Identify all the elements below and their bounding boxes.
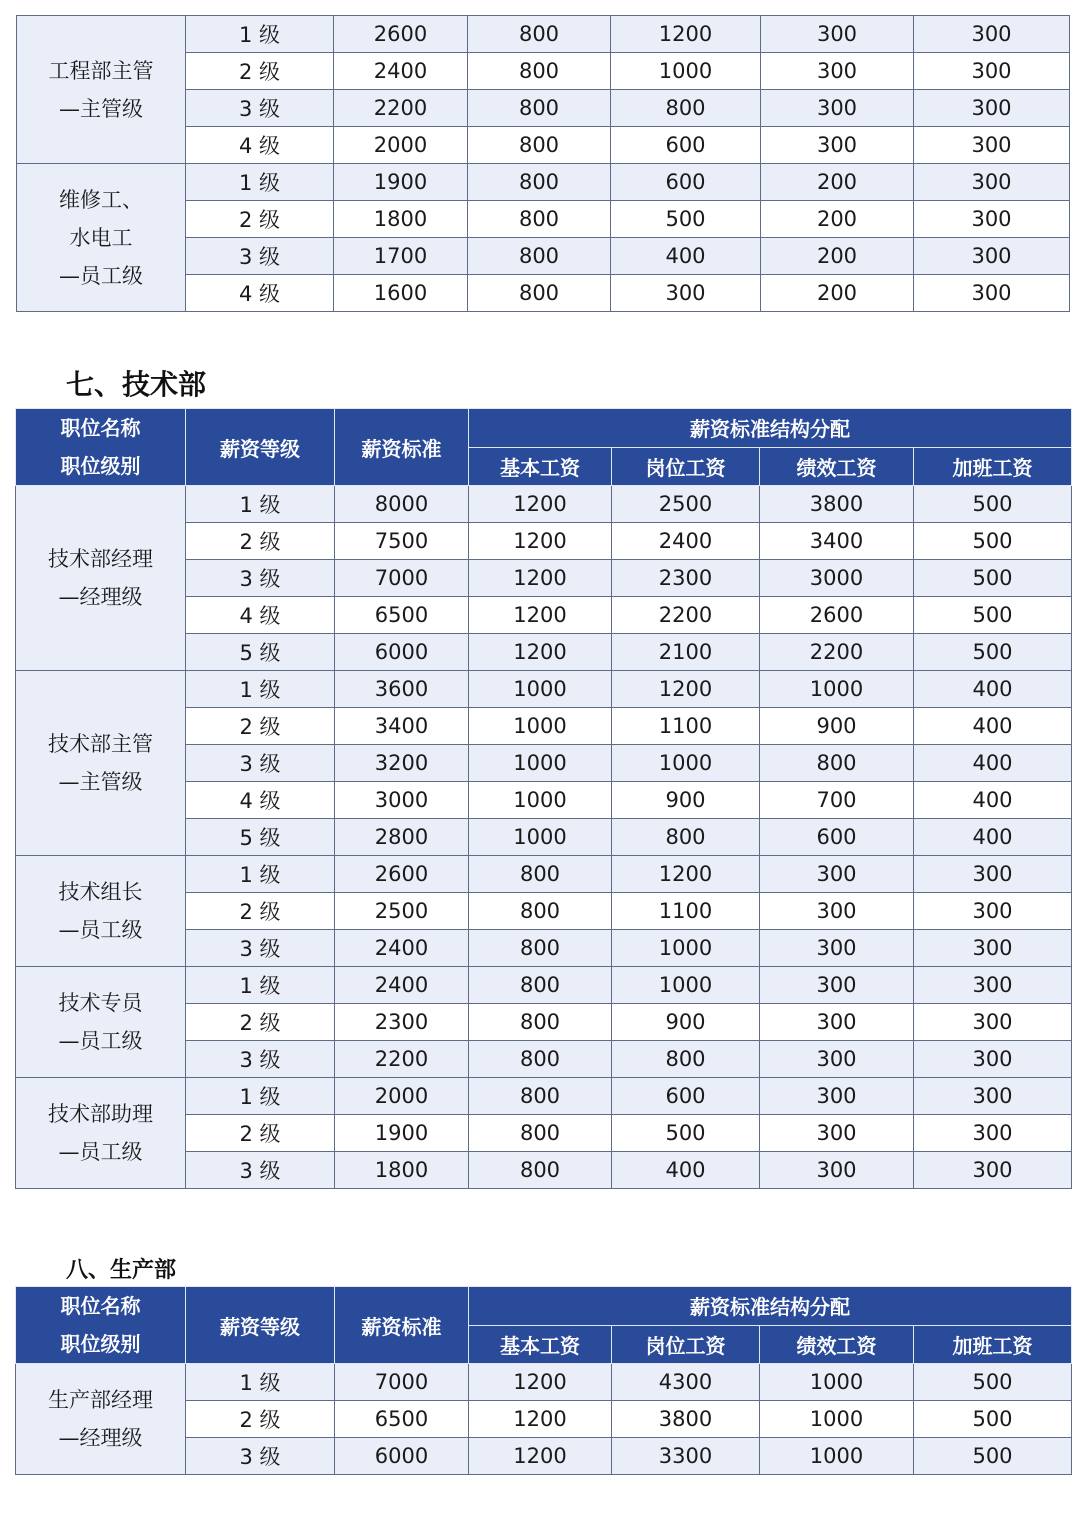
position-cell — [16, 671, 186, 856]
overtime-cell: 300 — [914, 53, 1070, 90]
grade-cell: 2 级 — [186, 893, 335, 930]
overtime-cell: 300 — [914, 967, 1072, 1004]
post-cell: 1000 — [611, 53, 761, 90]
table-row — [16, 967, 1072, 1004]
grade-cell: 2 级 — [186, 1401, 335, 1438]
standard-cell: 2400 — [335, 930, 469, 967]
overtime-cell: 300 — [914, 90, 1070, 127]
basic-cell: 800 — [468, 238, 611, 275]
position-line: 维修工、 — [59, 187, 143, 212]
grade-cell: 5 级 — [186, 634, 335, 671]
performance-cell: 600 — [760, 819, 914, 856]
standard-cell: 2400 — [335, 967, 469, 1004]
basic-cell: 1200 — [469, 486, 612, 523]
standard-cell: 2200 — [335, 1041, 469, 1078]
overtime-cell: 500 — [914, 1401, 1072, 1438]
post-cell: 400 — [612, 1152, 760, 1189]
grade-cell: 1 级 — [186, 856, 335, 893]
standard-cell: 3600 — [335, 671, 469, 708]
overtime-cell: 400 — [914, 745, 1072, 782]
overtime-cell: 300 — [914, 16, 1070, 53]
performance-cell: 300 — [760, 856, 914, 893]
basic-cell: 1200 — [469, 523, 612, 560]
standard-cell: 2300 — [335, 1004, 469, 1041]
performance-cell: 200 — [761, 164, 914, 201]
basic-cell: 800 — [468, 90, 611, 127]
standard-cell: 6000 — [335, 1438, 469, 1475]
position-cell — [16, 1078, 186, 1189]
performance-cell: 3800 — [760, 486, 914, 523]
post-cell: 300 — [611, 275, 761, 312]
standard-cell: 2200 — [334, 90, 468, 127]
basic-cell: 800 — [468, 16, 611, 53]
header-position — [16, 409, 186, 486]
performance-cell: 1000 — [760, 671, 914, 708]
basic-cell: 1200 — [469, 597, 612, 634]
post-cell: 600 — [612, 1078, 760, 1115]
basic-cell: 1200 — [469, 1364, 612, 1401]
grade-cell: 4 级 — [186, 782, 335, 819]
standard-cell: 7000 — [335, 560, 469, 597]
header-sub-2: 绩效工资 — [760, 447, 914, 486]
basic-cell: 800 — [468, 275, 611, 312]
post-cell: 800 — [612, 819, 760, 856]
overtime-cell: 500 — [914, 634, 1072, 671]
performance-cell: 3000 — [760, 560, 914, 597]
overtime-cell: 300 — [914, 1152, 1072, 1189]
header-sub-2: 绩效工资 — [760, 1325, 914, 1364]
grade-cell: 1 级 — [186, 486, 335, 523]
standard-cell: 3200 — [335, 745, 469, 782]
standard-cell: 1600 — [334, 275, 468, 312]
overtime-cell: 300 — [914, 1041, 1072, 1078]
header-sub-3: 加班工资 — [914, 447, 1072, 486]
standard-cell: 3400 — [335, 708, 469, 745]
position-cell — [17, 164, 186, 312]
header-row — [16, 1287, 1072, 1326]
basic-cell: 1000 — [469, 745, 612, 782]
post-cell: 1000 — [612, 745, 760, 782]
header-grade: 薪资等级 — [186, 1287, 335, 1364]
table-row — [16, 1078, 1072, 1115]
table-row — [17, 164, 1070, 201]
basic-cell: 1000 — [469, 782, 612, 819]
performance-cell: 1000 — [760, 1438, 914, 1475]
standard-cell: 6500 — [335, 597, 469, 634]
header-row — [16, 409, 1072, 448]
basic-cell: 800 — [469, 1152, 612, 1189]
post-cell: 2500 — [612, 486, 760, 523]
post-cell: 2200 — [612, 597, 760, 634]
post-cell: 4300 — [612, 1364, 760, 1401]
table-row — [16, 1364, 1072, 1401]
position-line: —主管级 — [59, 96, 143, 121]
performance-cell: 900 — [760, 708, 914, 745]
basic-cell: 1000 — [469, 671, 612, 708]
overtime-cell: 400 — [914, 819, 1072, 856]
overtime-cell: 300 — [914, 127, 1070, 164]
position-cell — [16, 1364, 186, 1475]
salary-table-engineering-continued — [16, 15, 1070, 312]
standard-cell: 6500 — [335, 1401, 469, 1438]
post-cell: 900 — [612, 782, 760, 819]
header-position-line: 职位级别 — [60, 454, 141, 478]
standard-cell: 2400 — [334, 53, 468, 90]
grade-cell: 1 级 — [186, 164, 334, 201]
post-cell: 500 — [612, 1115, 760, 1152]
post-cell: 500 — [611, 201, 761, 238]
position-line: —经理级 — [58, 585, 143, 609]
performance-cell: 300 — [761, 16, 914, 53]
performance-cell: 3400 — [760, 523, 914, 560]
overtime-cell: 300 — [914, 1115, 1072, 1152]
basic-cell: 800 — [468, 127, 611, 164]
overtime-cell: 300 — [914, 893, 1072, 930]
performance-cell: 300 — [760, 1004, 914, 1041]
grade-cell: 2 级 — [186, 523, 335, 560]
header-sub-0: 基本工资 — [469, 447, 612, 486]
basic-cell: 800 — [468, 164, 611, 201]
basic-cell: 800 — [468, 201, 611, 238]
grade-cell: 3 级 — [186, 1438, 335, 1475]
performance-cell: 700 — [760, 782, 914, 819]
header-standard: 薪资标准 — [335, 1287, 469, 1364]
salary-table-tech-dept — [15, 408, 1072, 1189]
post-cell: 1000 — [612, 967, 760, 1004]
basic-cell: 800 — [469, 967, 612, 1004]
standard-cell: 8000 — [335, 486, 469, 523]
post-cell: 1100 — [612, 708, 760, 745]
overtime-cell: 400 — [914, 708, 1072, 745]
basic-cell: 800 — [469, 1041, 612, 1078]
post-cell: 3800 — [612, 1401, 760, 1438]
header-sub-1: 岗位工资 — [612, 1325, 760, 1364]
grade-cell: 3 级 — [186, 1041, 335, 1078]
performance-cell: 200 — [761, 275, 914, 312]
grade-cell: 5 级 — [186, 819, 335, 856]
table-row — [16, 856, 1072, 893]
standard-cell: 1900 — [335, 1115, 469, 1152]
grade-cell: 2 级 — [186, 1115, 335, 1152]
standard-cell: 1800 — [334, 201, 468, 238]
performance-cell: 300 — [760, 1041, 914, 1078]
overtime-cell: 500 — [914, 1438, 1072, 1475]
post-cell: 2400 — [612, 523, 760, 560]
salary-table-production-dept — [15, 1286, 1072, 1475]
grade-cell: 1 级 — [186, 1364, 335, 1401]
position-line: 技术专员 — [58, 991, 143, 1015]
standard-cell: 6000 — [335, 634, 469, 671]
post-cell: 400 — [611, 238, 761, 275]
overtime-cell: 300 — [914, 1004, 1072, 1041]
section-title-tech-dept: 七、技术部 — [66, 368, 207, 401]
position-line: 技术组长 — [58, 880, 143, 904]
grade-cell: 4 级 — [186, 597, 335, 634]
post-cell: 900 — [612, 1004, 760, 1041]
header-position-line: 职位名称 — [60, 1294, 141, 1318]
performance-cell: 200 — [761, 238, 914, 275]
position-line: 水电工 — [69, 225, 133, 250]
grade-cell: 1 级 — [186, 671, 335, 708]
post-cell: 600 — [611, 164, 761, 201]
header-structure: 薪资标准结构分配 — [469, 1287, 1072, 1326]
position-cell — [16, 967, 186, 1078]
standard-cell: 3000 — [335, 782, 469, 819]
position-line: —员工级 — [58, 918, 143, 942]
position-line: 生产部经理 — [48, 1388, 153, 1412]
grade-cell: 3 级 — [186, 238, 334, 275]
grade-cell: 2 级 — [186, 53, 334, 90]
standard-cell: 7000 — [335, 1364, 469, 1401]
overtime-cell: 500 — [914, 597, 1072, 634]
position-cell — [16, 486, 186, 671]
standard-cell: 1800 — [335, 1152, 469, 1189]
standard-cell: 1700 — [334, 238, 468, 275]
basic-cell: 1200 — [469, 1438, 612, 1475]
header-grade: 薪资等级 — [186, 409, 335, 486]
post-cell: 2300 — [612, 560, 760, 597]
position-line: 技术部助理 — [48, 1102, 153, 1126]
standard-cell: 2600 — [335, 856, 469, 893]
grade-cell: 3 级 — [186, 90, 334, 127]
performance-cell: 300 — [760, 1115, 914, 1152]
header-position-line: 职位名称 — [60, 416, 141, 440]
basic-cell: 800 — [469, 1115, 612, 1152]
overtime-cell: 300 — [914, 164, 1070, 201]
header-sub-1: 岗位工资 — [612, 447, 760, 486]
standard-cell: 7500 — [335, 523, 469, 560]
position-line: 工程部主管 — [48, 58, 154, 83]
header-structure: 薪资标准结构分配 — [469, 409, 1072, 448]
header-standard: 薪资标准 — [335, 409, 469, 486]
standard-cell: 2000 — [334, 127, 468, 164]
grade-cell: 2 级 — [186, 1004, 335, 1041]
standard-cell: 2800 — [335, 819, 469, 856]
grade-cell: 1 级 — [186, 967, 335, 1004]
post-cell: 1000 — [612, 930, 760, 967]
table-row — [16, 486, 1072, 523]
basic-cell: 1200 — [469, 1401, 612, 1438]
overtime-cell: 400 — [914, 782, 1072, 819]
position-line: —经理级 — [58, 1426, 143, 1450]
post-cell: 1200 — [612, 856, 760, 893]
basic-cell: 800 — [469, 930, 612, 967]
standard-cell: 2000 — [335, 1078, 469, 1115]
basic-cell: 800 — [469, 1004, 612, 1041]
grade-cell: 2 级 — [186, 201, 334, 238]
basic-cell: 1200 — [469, 560, 612, 597]
basic-cell: 800 — [469, 1078, 612, 1115]
basic-cell: 1000 — [469, 819, 612, 856]
standard-cell: 2600 — [334, 16, 468, 53]
post-cell: 800 — [611, 90, 761, 127]
position-line: 技术部经理 — [48, 547, 153, 571]
grade-cell: 4 级 — [186, 127, 334, 164]
standard-cell: 1900 — [334, 164, 468, 201]
position-cell — [17, 16, 186, 164]
header-sub-3: 加班工资 — [914, 1325, 1072, 1364]
overtime-cell: 300 — [914, 856, 1072, 893]
position-line: —员工级 — [59, 263, 143, 288]
grade-cell: 1 级 — [186, 1078, 335, 1115]
overtime-cell: 300 — [914, 238, 1070, 275]
post-cell: 1200 — [611, 16, 761, 53]
overtime-cell: 300 — [914, 930, 1072, 967]
header-position-line: 职位级别 — [60, 1332, 141, 1356]
performance-cell: 300 — [760, 1152, 914, 1189]
overtime-cell: 500 — [914, 523, 1072, 560]
position-line: —主管级 — [58, 770, 143, 794]
performance-cell: 200 — [761, 201, 914, 238]
grade-cell: 1 级 — [186, 16, 334, 53]
performance-cell: 300 — [760, 967, 914, 1004]
performance-cell: 2600 — [760, 597, 914, 634]
performance-cell: 300 — [760, 893, 914, 930]
performance-cell: 300 — [761, 127, 914, 164]
overtime-cell: 300 — [914, 275, 1070, 312]
post-cell: 3300 — [612, 1438, 760, 1475]
position-cell — [16, 856, 186, 967]
basic-cell: 1000 — [469, 708, 612, 745]
grade-cell: 3 级 — [186, 930, 335, 967]
header-position — [16, 1287, 186, 1364]
basic-cell: 1200 — [469, 634, 612, 671]
position-line: —员工级 — [58, 1029, 143, 1053]
grade-cell: 2 级 — [186, 708, 335, 745]
overtime-cell: 300 — [914, 201, 1070, 238]
performance-cell: 300 — [760, 1078, 914, 1115]
basic-cell: 800 — [469, 856, 612, 893]
grade-cell: 3 级 — [186, 560, 335, 597]
overtime-cell: 300 — [914, 1078, 1072, 1115]
table-row — [16, 671, 1072, 708]
grade-cell: 4 级 — [186, 275, 334, 312]
post-cell: 800 — [612, 1041, 760, 1078]
section-title-production-dept: 八、生产部 — [66, 1258, 177, 1283]
position-line: 技术部主管 — [48, 732, 153, 756]
grade-cell: 3 级 — [186, 1152, 335, 1189]
basic-cell: 800 — [469, 893, 612, 930]
header-sub-0: 基本工资 — [469, 1325, 612, 1364]
position-line: —员工级 — [58, 1140, 143, 1164]
performance-cell: 800 — [760, 745, 914, 782]
performance-cell: 300 — [761, 53, 914, 90]
overtime-cell: 400 — [914, 671, 1072, 708]
performance-cell: 1000 — [760, 1401, 914, 1438]
standard-cell: 2500 — [335, 893, 469, 930]
basic-cell: 800 — [468, 53, 611, 90]
post-cell: 1100 — [612, 893, 760, 930]
post-cell: 2100 — [612, 634, 760, 671]
overtime-cell: 500 — [914, 560, 1072, 597]
performance-cell: 300 — [760, 930, 914, 967]
performance-cell: 1000 — [760, 1364, 914, 1401]
grade-cell: 3 级 — [186, 745, 335, 782]
overtime-cell: 500 — [914, 486, 1072, 523]
performance-cell: 2200 — [760, 634, 914, 671]
post-cell: 1200 — [612, 671, 760, 708]
table-row — [17, 16, 1070, 53]
overtime-cell: 500 — [914, 1364, 1072, 1401]
post-cell: 600 — [611, 127, 761, 164]
performance-cell: 300 — [761, 90, 914, 127]
